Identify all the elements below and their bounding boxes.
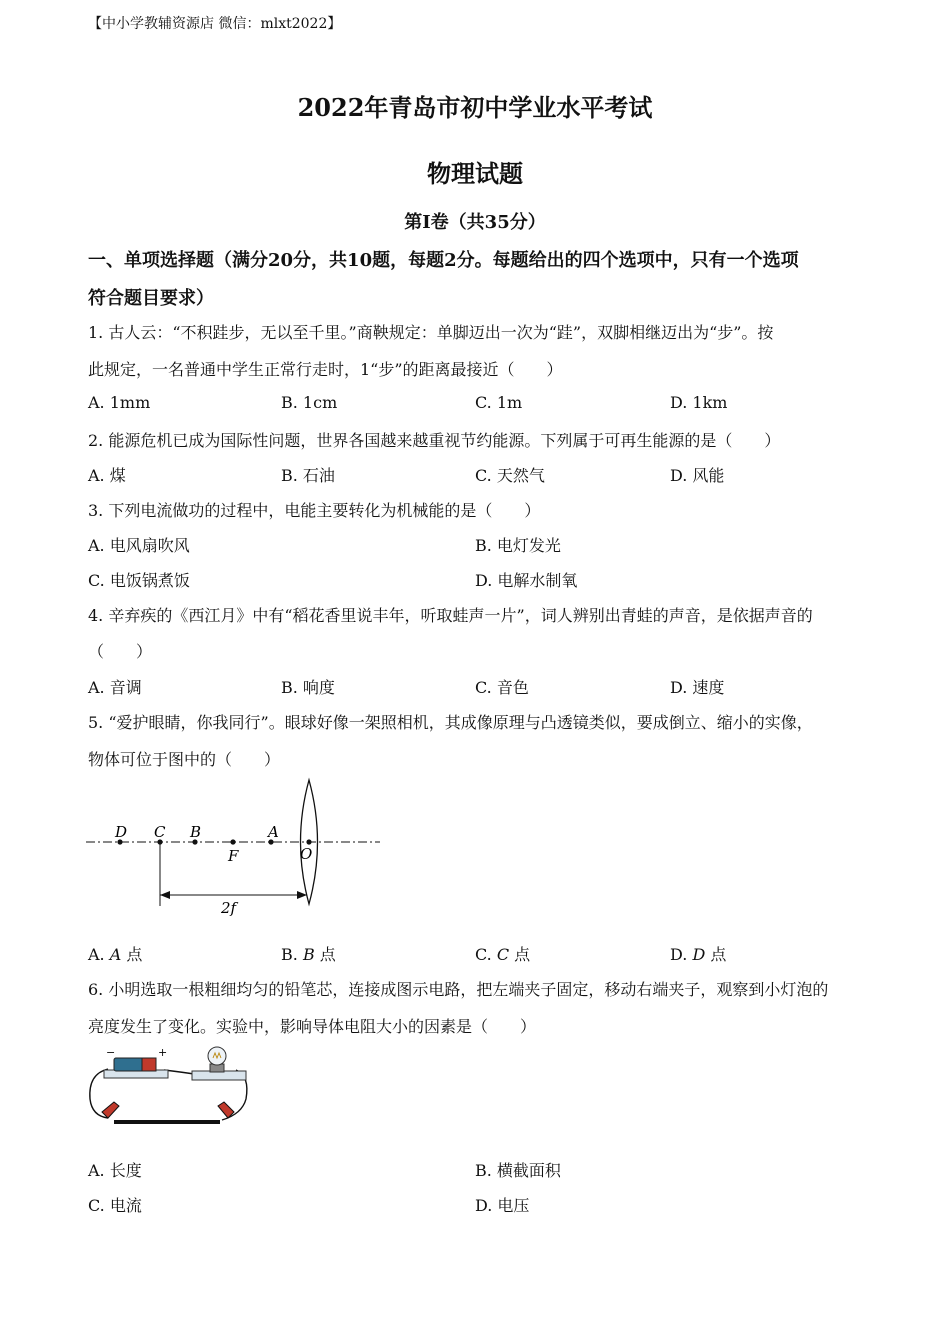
q5-option-a-letter: A.	[88, 945, 110, 964]
question-3-line1: 3. 下列电流做功的过程中，电能主要转化为机械能的是（ ）	[88, 501, 541, 520]
battery-cap	[142, 1058, 156, 1071]
section-heading-line1: 一、单项选择题（满分20分，共10题，每题2分。每题给出的四个选项中，只有一个选项	[88, 250, 799, 271]
question-4-line2: （ ）	[88, 642, 153, 661]
q2-option-d: D. 风能	[670, 466, 725, 485]
part-heading: 第I卷（共35分）	[404, 212, 546, 233]
q5-option-d-letter: D.	[670, 945, 693, 964]
q5-option-c-var: C	[496, 945, 510, 964]
q1-option-d: D. 1km	[670, 393, 728, 412]
arrow-left-head	[160, 891, 170, 899]
q2-option-b: B. 石油	[281, 466, 335, 485]
q5-option-a	[88, 942, 142, 965]
q3-option-c: C. 电饭锅煮饭	[88, 571, 190, 590]
question-6-line1: 6. 小明选取一根粗细均匀的铅笔芯，连接成图示电路，把左端夹子固定，移动右端夹子，观察到小灯泡的	[88, 980, 829, 999]
q1-option-c: C. 1m	[475, 393, 523, 412]
q6-option-a: A. 长度	[88, 1161, 142, 1180]
battery-minus-label: −	[106, 1046, 116, 1059]
q3-option-b: B. 电灯发光	[475, 536, 561, 555]
question-1-line1: 1. 古人云：“不积跬步，无以至千里。”商鞅规定：单脚迈出一次为“跬”，双脚相继迈出为“步”。按	[88, 323, 774, 342]
point-f	[230, 839, 235, 844]
battery-plus-label: +	[158, 1046, 168, 1059]
label-d: D	[115, 823, 128, 841]
left-clip-icon	[102, 1102, 119, 1118]
question-5-line1: 5. “爱护眼睛，你我同行”。眼球好像一架照相机，其成像原理与凸透镜类似，要成倒立、缩小的实像，	[88, 713, 813, 732]
light-bulb-icon	[208, 1047, 226, 1065]
q1-option-b: B. 1cm	[281, 393, 338, 412]
q5-option-b-suffix: 点	[314, 945, 336, 964]
question-6-line2: 亮度发生了变化。实验中，影响导体电阻大小的因素是（ ）	[88, 1017, 537, 1036]
q3-option-a: A. 电风扇吹风	[88, 536, 190, 555]
q2-option-c: C. 天然气	[475, 466, 545, 485]
q5-option-b-letter: B.	[281, 945, 303, 964]
q5-option-a-suffix: 点	[121, 945, 143, 964]
q5-option-c	[475, 942, 530, 965]
exam-subtitle: 物理试题	[427, 159, 523, 188]
q3-option-d: D. 电解水制氧	[475, 571, 578, 590]
exam-title: 2022年青岛市初中学业水平考试	[297, 93, 653, 122]
q5-option-c-letter: C.	[475, 945, 497, 964]
q1-option-a: A. 1mm	[88, 393, 151, 412]
circuit-diagram	[86, 1044, 252, 1132]
label-a: A	[268, 823, 279, 841]
label-2f: 2f	[221, 899, 237, 917]
label-c: C	[154, 823, 166, 841]
question-4-line1: 4. 辛弃疾的《西江月》中有“稻花香里说丰年，听取蛙声一片”，词人辨别出青蛙的声音，是依据声音的	[88, 606, 813, 625]
label-o: O	[300, 845, 313, 863]
lens-diagram	[80, 775, 390, 925]
q4-option-b: B. 响度	[281, 678, 335, 697]
q5-option-c-suffix: 点	[509, 945, 531, 964]
page-header: 【中小学教辅资源店 微信：mlxt2022】	[88, 16, 342, 32]
q5-option-a-var: A	[109, 945, 122, 964]
label-b: B	[190, 823, 202, 841]
q6-option-d: D. 电压	[475, 1196, 530, 1215]
q6-option-c: C. 电流	[88, 1196, 142, 1215]
q5-option-d	[670, 942, 726, 965]
question-5-line2: 物体可位于图中的（ ）	[88, 750, 281, 769]
q4-option-d: D. 速度	[670, 678, 725, 697]
q6-option-b: B. 横截面积	[475, 1161, 561, 1180]
q2-option-a: A. 煤	[88, 466, 126, 485]
section-heading-line2: 符合题目要求）	[88, 288, 214, 309]
q4-option-c: C. 音色	[475, 678, 529, 697]
q4-option-a: A. 音调	[88, 678, 142, 697]
label-f: F	[228, 847, 239, 865]
q5-option-b	[281, 942, 336, 965]
question-1-line2: 此规定，一名普通中学生正常行走时，1“步”的距离最接近（ ）	[88, 360, 563, 379]
question-2-line1: 2. 能源危机已成为国际性问题，世界各国越来越重视节约能源。下列属于可再生能源的是（ ）	[88, 431, 781, 450]
point-o	[306, 839, 311, 844]
q5-option-d-var: D	[692, 945, 706, 964]
q5-option-b-var: B	[302, 945, 315, 964]
q5-option-d-suffix: 点	[705, 945, 727, 964]
